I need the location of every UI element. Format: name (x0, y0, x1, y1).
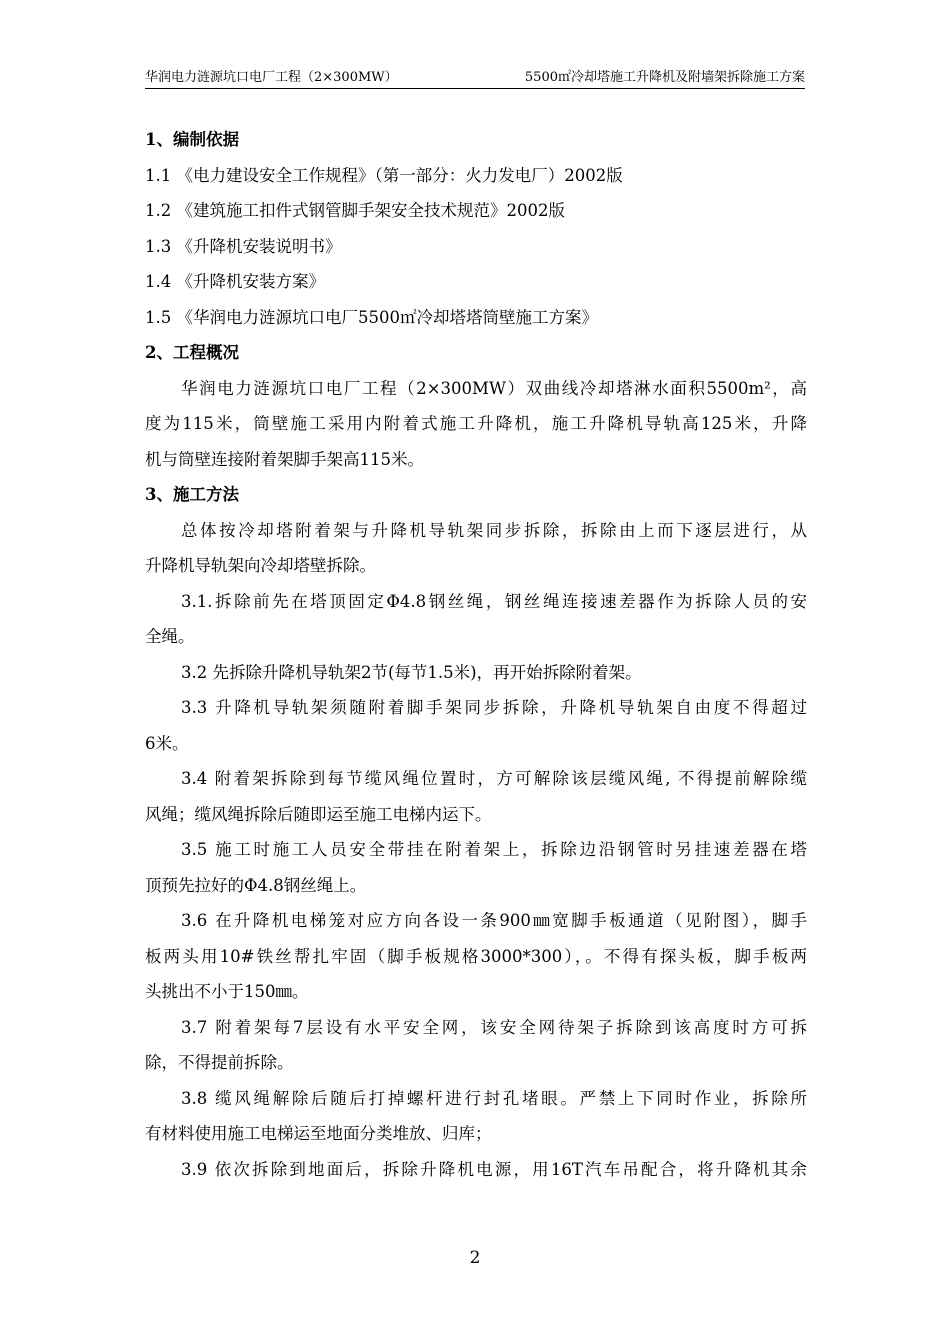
document-body (145, 122, 807, 1187)
section-heading-method: 3、施工方法 (145, 485, 239, 504)
method-step-3-4: 3.4 附着架拆除到每节缆风绳位置时，方可解除该层缆风绳, 不得提前解除缆 (181, 769, 807, 788)
method-step-3-9: 3.9 依次拆除到地面后，拆除升降机电源，用16T汽车吊配合，将升降机其余 (181, 1159, 807, 1179)
basis-item: 1.3 《升降机安装说明书》 (145, 236, 342, 256)
page-header (145, 66, 805, 89)
header-project-title: 华润电力涟源坑口电厂工程（2×300MW） (145, 70, 398, 85)
method-step-3-7-cont: 除，不得提前拆除。 (145, 1053, 294, 1072)
method-paragraph-line: 总体按冷却塔附着架与升降机导轨架同步拆除，拆除由上而下逐层进行，从 (181, 520, 807, 540)
basis-item: 1.5 《华润电力涟源坑口电厂5500㎡冷却塔塔筒壁施工方案》 (145, 307, 598, 327)
basis-item: 1.2 《建筑施工扣件式钢管脚手架安全技术规范》2002版 (145, 201, 565, 220)
section-heading-basis: 1、编制依据 (145, 130, 239, 149)
method-step-3-6-cont: 板两头用10#铁丝帮扎牢固（脚手板规格3000*300），。不得有探头板，脚手板两 (145, 946, 807, 966)
overview-paragraph-line: 度为115米，筒壁施工采用内附着式施工升降机，施工升降机导轨高125米，升降 (145, 414, 807, 433)
method-step-3-5: 3.5 施工时施工人员安全带挂在附着架上，拆除边沿钢管时另挂速差器在塔 (181, 840, 807, 859)
method-step-3-2: 3.2 先拆除升降机导轨架2节(每节1.5米)，再开始拆除附着架。 (181, 662, 642, 682)
method-step-3-1-cont: 全绳。 (145, 627, 195, 646)
method-step-3-3: 3.3 升降机导轨架须随附着脚手架同步拆除，升降机导轨架自由度不得超过 (181, 698, 807, 717)
overview-paragraph-line: 华润电力涟源坑口电厂工程（2×300MW）双曲线冷却塔淋水面积5500m²，高 (181, 378, 807, 398)
method-step-3-6-cont: 头挑出不小于150㎜。 (145, 982, 309, 1001)
page-number: 2 (469, 1248, 481, 1268)
method-step-3-8: 3.8 缆风绳解除后随后打掉螺杆进行封孔堵眼。严禁上下同时作业，拆除所 (181, 1088, 807, 1108)
basis-item: 1.1 《电力建设安全工作规程》（第一部分：火力发电厂）2002版 (145, 165, 623, 185)
method-step-3-6: 3.6 在升降机电梯笼对应方向各设一条900㎜宽脚手板通道（见附图），脚手 (181, 911, 807, 930)
header-document-title: 5500㎡冷却塔施工升降机及附墙架拆除施工方案 (524, 70, 805, 85)
overview-paragraph-line: 机与筒壁连接附着架脚手架高115米。 (145, 449, 424, 469)
section-heading-overview: 2、工程概况 (145, 343, 239, 362)
method-step-3-7: 3.7 附着架每7层设有水平安全网，该安全网待架子拆除到该高度时方可拆 (181, 1017, 807, 1037)
method-step-3-5-cont: 顶预先拉好的Φ4.8钢丝绳上。 (145, 875, 367, 895)
method-paragraph-line: 升降机导轨架向冷却塔壁拆除。 (145, 556, 376, 575)
method-step-3-4-cont: 风绳；缆风绳拆除后随即运至施工电梯内运下。 (145, 804, 492, 824)
basis-item: 1.4 《升降机安装方案》 (145, 272, 325, 291)
method-step-3-1: 3.1.拆除前先在塔顶固定Φ4.8钢丝绳，钢丝绳连接速差器作为拆除人员的安 (181, 591, 807, 611)
method-step-3-3-cont: 6米。 (145, 733, 189, 753)
method-step-3-8-cont: 有材料使用施工电梯运至地面分类堆放、归库； (145, 1124, 492, 1143)
